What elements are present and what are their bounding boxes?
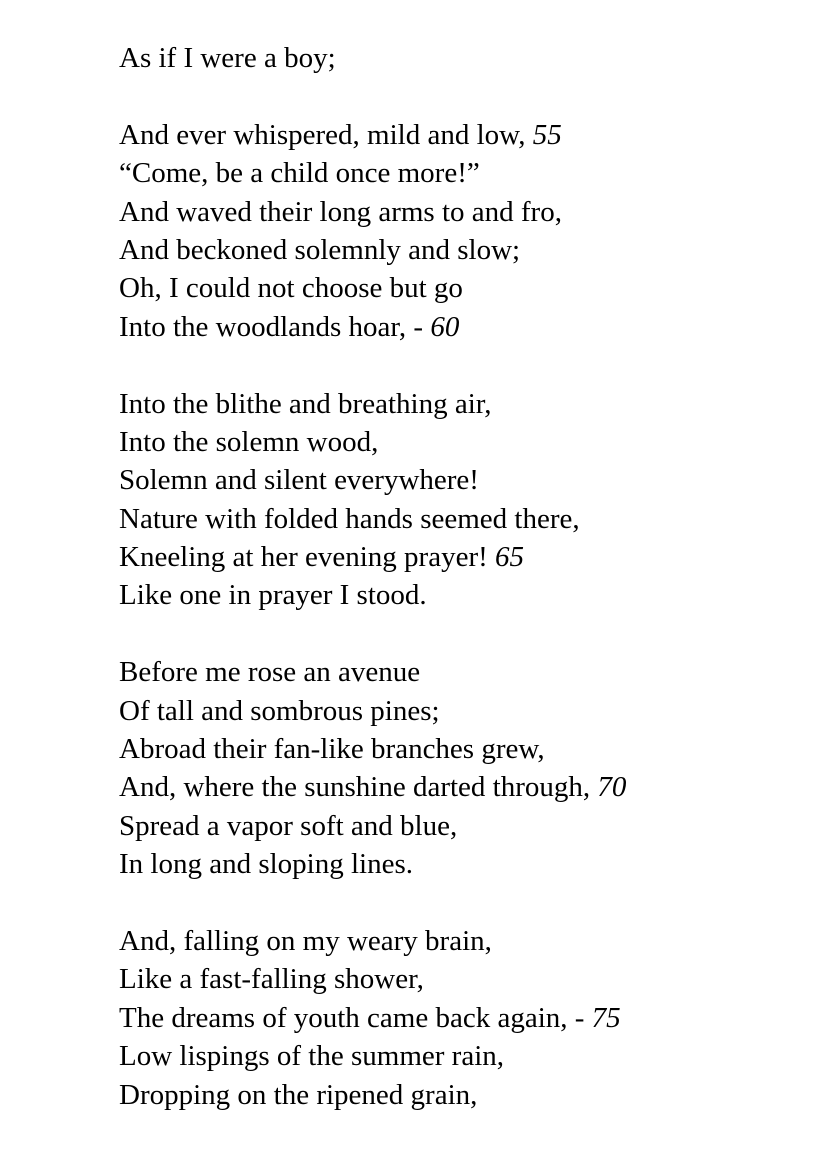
poem-line (119, 730, 799, 768)
poem-line (119, 1076, 799, 1114)
line-text: Like one in prayer I stood. (119, 579, 427, 612)
line-text: Into the solemn wood, (119, 425, 379, 458)
stanza-break (119, 615, 799, 653)
poem-line (119, 999, 799, 1037)
stanza (119, 39, 799, 77)
line-text: Kneeling at her evening prayer! (119, 541, 496, 574)
poem-line (119, 193, 799, 231)
line-text: Into the blithe and breathing air, (119, 387, 492, 420)
line-text: Like a fast-falling shower, (119, 963, 424, 996)
poem-line (119, 461, 799, 499)
stanza (119, 922, 799, 1114)
line-text: And ever whispered, mild and low, (119, 118, 533, 151)
poem-line (119, 576, 799, 614)
line-text: Of tall and sombrous pines; (119, 694, 440, 727)
line-text: And waved their long arms to and fro, (119, 195, 562, 228)
poem-body (119, 39, 799, 1114)
line-number: 60 (430, 310, 460, 343)
poem-line (119, 768, 799, 806)
poem-line (119, 538, 799, 576)
poem-line (119, 653, 799, 691)
poem-line (119, 1037, 799, 1075)
line-text: Solemn and silent everywhere! (119, 464, 479, 497)
line-text: The dreams of youth came back again, - (119, 1001, 592, 1034)
stanza-break (119, 77, 799, 115)
line-text: Spread a vapor soft and blue, (119, 809, 458, 842)
poem-line (119, 807, 799, 845)
line-number: 70 (597, 771, 627, 804)
poem-line (119, 39, 799, 77)
poem-line (119, 960, 799, 998)
line-text: Low lispings of the summer rain, (119, 1040, 505, 1073)
line-number: 75 (591, 1001, 621, 1034)
poem-line (119, 692, 799, 730)
line-number: 55 (532, 118, 562, 151)
stanza (119, 653, 799, 883)
poem-line (119, 231, 799, 269)
line-text: Dropping on the ripened grain, (119, 1078, 478, 1111)
poem-line (119, 116, 799, 154)
line-text: Abroad their fan-like branches grew, (119, 733, 545, 766)
stanza-break (119, 884, 799, 922)
poem-line (119, 845, 799, 883)
line-text: Before me rose an avenue (119, 656, 421, 689)
poem-line (119, 154, 799, 192)
line-text: “Come, be a child once more!” (119, 157, 480, 190)
stanza (119, 116, 799, 346)
line-number: 65 (495, 541, 525, 574)
stanza (119, 385, 799, 615)
stanza-break (119, 346, 799, 384)
line-text: And beckoned solemnly and slow; (119, 233, 521, 266)
line-text: Into the woodlands hoar, - (119, 310, 431, 343)
poem-line (119, 269, 799, 307)
poem-line (119, 308, 799, 346)
poem-line (119, 922, 799, 960)
line-text: In long and sloping lines. (119, 848, 414, 881)
poem-line (119, 385, 799, 423)
line-text: Oh, I could not choose but go (119, 272, 463, 305)
line-text: Nature with folded hands seemed there, (119, 502, 580, 535)
line-text: And, where the sunshine darted through, (119, 771, 598, 804)
line-text: As if I were a boy; (119, 42, 336, 74)
poem-line (119, 500, 799, 538)
line-text: And, falling on my weary brain, (119, 924, 492, 957)
poem-line (119, 423, 799, 461)
